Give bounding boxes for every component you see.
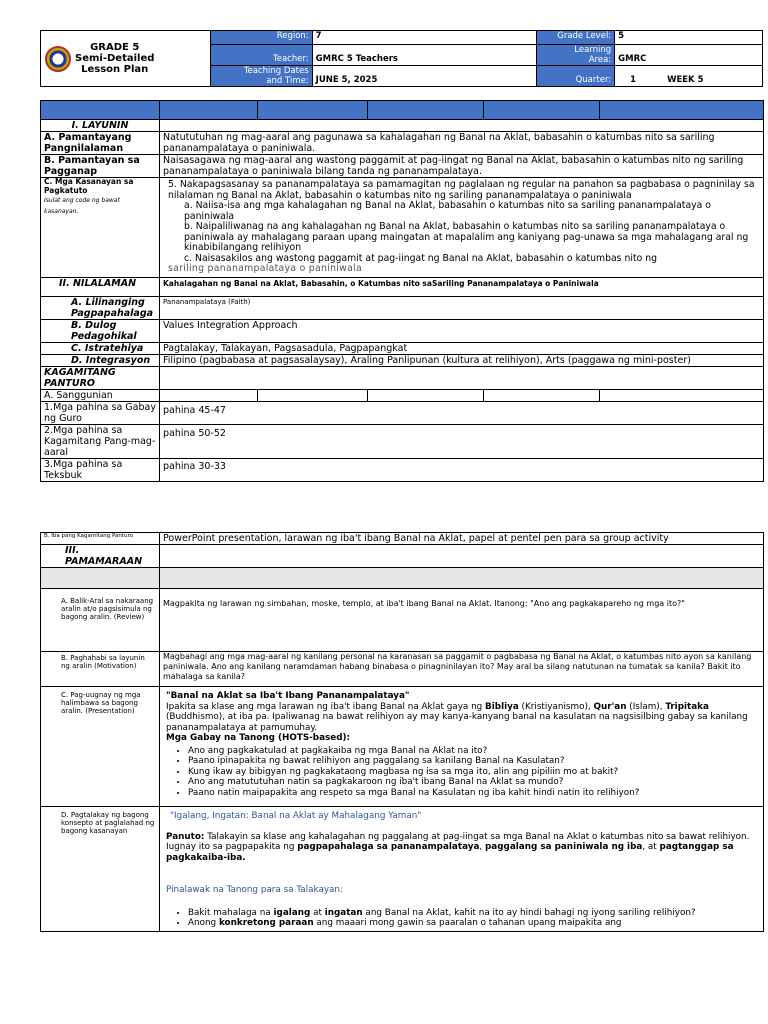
- list-item: • Kung ikaw ay bibigyan ng pagkakataong magbasa ng isa sa mga ito, alin ang pipiliin mo at bakit?: [188, 767, 759, 778]
- nilalaman-label: II. NILALAMAN: [41, 277, 160, 296]
- list-item: • Anong konkretong paraan ang maaari mong gawin sa paaralan o tahanan upang maipakita ang: [188, 918, 759, 929]
- title-line-3: Lesson Plan: [81, 64, 149, 75]
- dates-label: Teaching Dates and Time:: [210, 66, 312, 87]
- title-line-1: GRADE 5: [90, 42, 140, 53]
- gabay-text: pahina 45-47: [160, 401, 764, 424]
- kasanayan-text: 5. Nakapagsasanay sa pananampalataya sa pamamagitan ng paglalaan ng regular na panahon sa pagbabasa o pagninilay sa nilalaman ng Banal na Aklat, babasahin o katumbas nito ng sariling pananampalataya o paniniwala a. Naiisa-isa ang mga kahalagahan ng Banal na Aklat, babasahin o katumbas nito sa sariling pananampalataya o paniniwala b. Naipaliliwanag na ang kahalagahan ng Banal na Aklat, babasahin o katumbas nito sa sariling pananampalataya o paniniwala ay mahalagang paraan upang maingatan at mapalalim ang kaniyang pag-unawa sa mga mahalagang aral ng kinabibilangang relihiyon c. Naisasakilos ang wastong paggamit at pag-iingat ng Banal na Aklat, babasahin o katumbas nito ng sariling pananampalataya o paniniwala: [160, 178, 764, 278]
- dulog-text: Values Integration Approach: [160, 319, 764, 342]
- presentation-title: "Banal na Aklat sa Iba't Ibang Pananampalataya": [166, 691, 410, 701]
- lilinanging-text: Pananampalataya (Faith): [160, 296, 764, 319]
- paghahabi-label: B. Paghahabi sa layunin ng aralin (Motivation): [41, 652, 160, 687]
- pamantayan-pagganap-label: B. Pamantayan sa Pagganap: [41, 155, 160, 178]
- kagamitang-label: KAGAMITANG PANTURO: [41, 366, 160, 389]
- pag-uugnay-label: C. Pag-uugnay ng mga halimbawa sa bagong aralin. (Presentation): [41, 687, 160, 807]
- area-value: GMRC: [615, 45, 763, 66]
- pagtalakay-text: "Igalang, Ingatan: Banal na Aklat ay Mahalagang Yaman" Panuto: Talakayin sa klase ang kahalagahan ng paggalang at pag-iingat sa mga Banal na Aklat o katumbas nito sa bawat relihiyon. Iugnay ito sa pagpapakita ng pagpapahalaga sa pananampalataya, paggalang sa paniniwala ng iba, at pagtanggap sa pagkakaiba-iba. Pinalawak na Tanong para sa Talakayan: • Bakit mahalaga na igalang at ingatan ang Banal na Aklat, kahit na ito ay hindi bahagi ng iyong sariling relihiyon? • Anong konkretong paraan ang maaari mong gawin sa paaralan o tahanan upang maipakita ang: [160, 807, 764, 932]
- gabay-tanong-list: [188, 746, 759, 799]
- kagamitan-label: 2.Mga pahina sa Kagamitang Pang-mag-aaral: [41, 424, 160, 458]
- pamamaraan-label: III. PAMAMARAAN: [41, 545, 160, 568]
- list-item: • Bakit mahalaga na igalang at ingatan ang Banal na Aklat, kahit na ito ay hindi bahagi ng iyong sariling relihiyon?: [188, 908, 759, 919]
- teksbuk-label: 3.Mga pahina sa Teksbuk: [41, 458, 160, 481]
- area-label: Learning Area:: [537, 45, 615, 66]
- integrasyon-text: Filipino (pagbabasa at pagsasalaysay), Araling Panlipunan (kultura at relihiyon), Arts (paggawa ng mini-poster): [160, 354, 764, 366]
- lesson-table-1: [40, 100, 764, 482]
- list-item: • Ano ang pagkakatulad at pagkakaiba ng mga Banal na Aklat na ito?: [188, 746, 759, 757]
- talakayan-list: [188, 908, 759, 929]
- integrasyon-label: D. Integrasyon: [41, 354, 160, 366]
- pamantayan-pagganap-text: Naisasagawa ng mag-aaral ang wastong paggamit at pag-iingat ng Banal na Aklat, babasahin o katumbas nito ng sariling pananampalataya o paniniwala bilang tanda ng pananampalataya.: [160, 155, 764, 178]
- talakayan-subheading: Pinalawak na Tanong para sa Talakayan:: [166, 885, 343, 895]
- list-item: • Ano ang matututuhan natin sa pagkakaroon ng iba't ibang Banal na Aklat sa mundo?: [188, 777, 759, 788]
- title-line-2: Semi-Detailed: [75, 53, 155, 64]
- lesson-table-2: [40, 532, 764, 932]
- gabay-tanong-heading: Mga Gabay na Tanong (HOTS-based):: [166, 733, 351, 743]
- grade-value: 5: [615, 31, 763, 45]
- quarter-label: Quarter:: [537, 66, 615, 87]
- paghahabi-text: Magbahagi ang mga mag-aaral ng kanilang personal na karanasan sa paggamit o pagbabasa ng Banal na Aklat, o katumbas nito ayon sa kanilang paniniwala. Ano ang kanilang naramdaman habang binabasa o pinagninilayan ito? May aral ba silang natutunan na tumatak sa kanila? Bakit ito mahalaga sa kanila?: [160, 652, 764, 687]
- pamantayang-pangnilalaman-text: Natututuhan ng mag-aaral ang pagunawa sa kahalagahan ng Banal na Aklat, babasahin o katumbas nito sa sariling pananampalataya o paniniwala.: [160, 132, 764, 155]
- lilinanging-label: A. Lilinanging Pagpapahalaga: [41, 296, 160, 319]
- balik-aral-label: A. Balik-Aral sa nakaraang aralin at/o pagsisimula ng bagong aralin. (Review): [41, 589, 160, 652]
- layunin-label: I. LAYUNIN: [41, 120, 160, 132]
- grade-label: Grade Level:: [537, 31, 615, 45]
- sanggunian-label: A. Sanggunian: [41, 389, 160, 401]
- kasanayan-note: Isulat ang code ng bawat kasanayan.: [44, 197, 120, 215]
- pag-uugnay-text: "Banal na Aklat sa Iba't Ibang Pananampalataya" Ipakita sa klase ang mga larawan ng iba't ibang Banal na Aklat gaya ng Bibliya (Kristiyanismo), Qur'an (Islam), Tripitaka (Buddhismo), at iba pa. Ipaliwanag na bawat relihiyon ay may kanya-kanyang banal na kasulatan na nagsisilbing gabay sa kanilang pananampalataya at pamumuhay. Mga Gabay na Tanong (HOTS-based): • Ano ang pagkakatulad at pagkakaiba ng mga Banal na Aklat na ito? • Paano ipinapakita ng bawat relihiyon ang paggalang sa kanilang Banal na Kasulatan? • Kung ikaw ay bibigyan ng pagkakataong magbasa ng isa sa mga ito, alin ang pipiliin mo at bakit? • Ano ang matututuhan natin sa pagkakaroon ng iba't ibang Banal na Aklat sa mundo? • Paano natin maipapakita ang respeto sa mga Banal na Kasulatan ng iba kahit hindi natin ito relihiyon?: [160, 687, 764, 807]
- pagtalakay-label: D. Pagtalakay ng bagong konsepto at paglalahad ng bagong kasanayan: [41, 807, 160, 932]
- teacher-value: GMRC 5 Teachers: [312, 45, 537, 66]
- istratehiya-label: C. Istratehiya: [41, 342, 160, 354]
- quarter-value: 1 WEEK 5: [615, 66, 763, 87]
- pamantayang-pangnilalaman-label: A. Pamantayang Pangnilalaman: [41, 132, 160, 155]
- deped-seal-icon: [45, 46, 71, 72]
- teacher-label: Teacher:: [210, 45, 312, 66]
- kasanayan-cell: C. Mga Kasanayan sa Pagkatuto Isulat ang code ng bawat kasanayan.: [41, 178, 160, 278]
- iba-text: PowerPoint presentation, larawan ng iba't ibang Banal na Aklat, papel at pentel pen para sa group activity: [160, 533, 764, 545]
- istratehiya-text: Pagtalakay, Talakayan, Pagsasadula, Pagpapangkat: [160, 342, 764, 354]
- gabay-label: 1.Mga pahina sa Gabay ng Guro: [41, 401, 160, 424]
- balik-aral-text: Magpakita ng larawan ng simbahan, moske, templo, at iba't ibang Banal na Aklat. Itanong: "Ano ang pagkakapareho ng mga ito?": [160, 589, 764, 652]
- list-item: • Paano natin maipapakita ang respeto sa mga Banal na Kasulatan ng iba kahit hindi natin ito relihiyon?: [188, 788, 759, 799]
- list-item: • Paano ipinapakita ng bawat relihiyon ang paggalang sa kanilang Banal na Kasulatan?: [188, 756, 759, 767]
- dates-value: JUNE 5, 2025: [312, 66, 537, 87]
- nilalaman-text: Kahalagahan ng Banal na Aklat, Babasahin, o Katumbas nito saSariling Pananampalataya o Paniniwala: [160, 277, 764, 296]
- region-value: 7: [312, 31, 537, 45]
- dulog-label: B. Dulog Pedagohikal: [41, 319, 160, 342]
- region-label: Region:: [210, 31, 312, 45]
- kagamitan-text: pahina 50-52: [160, 424, 764, 458]
- iba-label: B. Iba pang Kagamitang Panturo: [41, 533, 160, 545]
- school-cell: [41, 31, 211, 87]
- pagtalakay-title: "Igalang, Ingatan: Banal na Aklat ay Mahalagang Yaman": [170, 811, 422, 821]
- teksbuk-text: pahina 30-33: [160, 458, 764, 481]
- header-table: [40, 30, 763, 87]
